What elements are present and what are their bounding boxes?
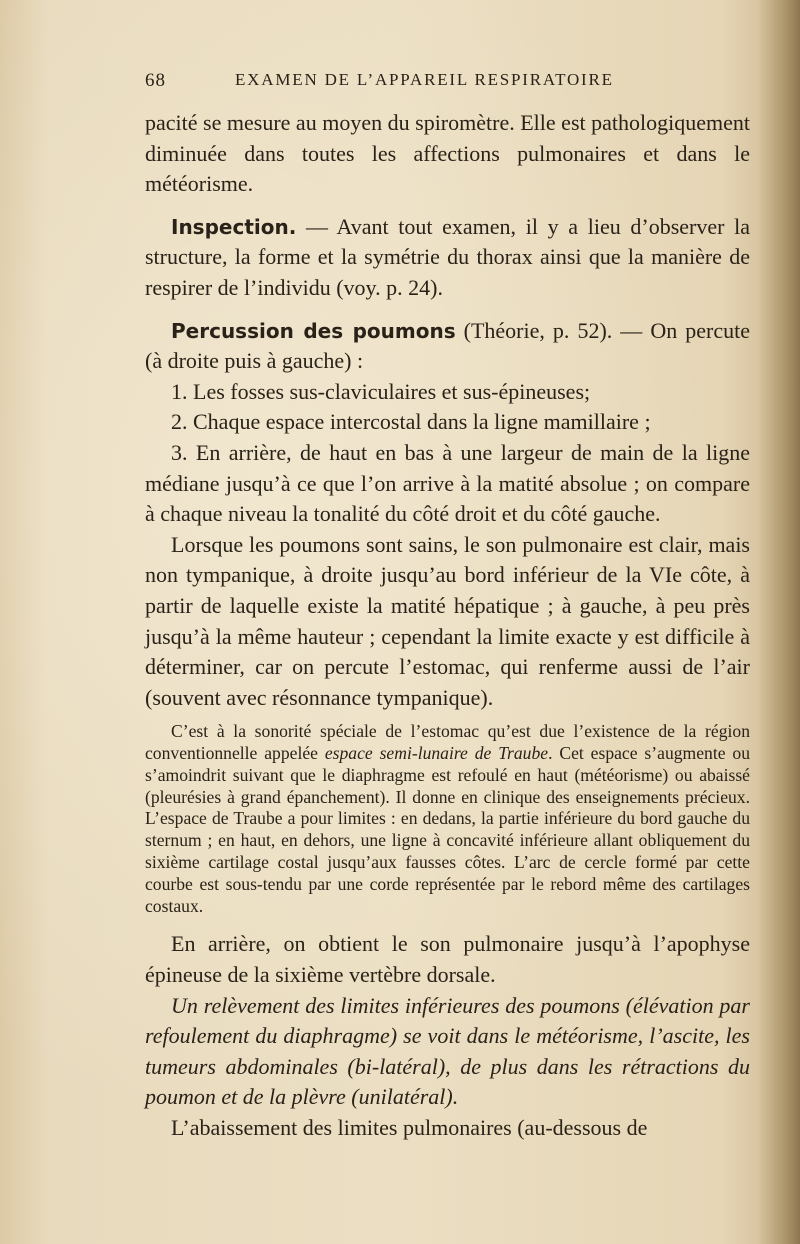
paragraph-spirometre: pacité se mesure au moyen du spiromètre. Elle est pathologiquement diminuée dans toutes les affections pulmonaires et dans le météorisme. [145,110,750,197]
page-body [145,108,750,1144]
list-item-1: 1. Les fosses sus-claviculaires et sus-épineuses; [171,378,591,404]
paragraph-abaissement: L’abaissement des limites pulmonaires (au-dessous de [171,1115,648,1141]
list-item-3: 3. En arrière, de haut en bas à une largeur de main de la ligne médiane jusqu’à ce que l’on arrive à la matité absolue ; on compare à chaque niveau la tonalité du côté droit et du côté gauche. [145,439,750,527]
percussion-text: (Théorie, p. 52). — On percute (à droite puis à gauche) : [145,317,750,374]
paragraph-poumons-sains: Lorsque les poumons sont sains, le son pulmonaire est clair, mais non tympanique, à droite jusqu’au bord inférieur de la VIe côte, à partir de laquelle existe la matité hépatique ; à gauche, à peu près jusqu’à la même hauteur ; cependant la limite exacte y est difficile à déterminer, car on percute l’estomac, qui renferme aussi de l’air (souvent avec résonnance tympanique). [145,531,750,710]
page-number: 68 [145,70,166,91]
paragraph-percussion [145,316,750,377]
inspection-heading: Inspection. [171,214,297,239]
paragraph-inspection [145,212,750,304]
page-binding-shadow [758,0,800,1244]
paragraph-relevement: Un relèvement des limites inférieures des poumons (élévation par refoulement du diaphragme) se voit dans le météorisme, l’ascite, les tumeurs abdominales (bi-latéral), de plus dans les rétractions du poumon et de la plèvre (unilatéral). [145,992,750,1110]
inspection-text: — Avant tout examen, il y a lieu d’observer la structure, la forme et la symétrie du thorax ainsi que la manière de respirer de l’individu (voy. p. 24). [145,213,750,300]
note-italic-term: espace semi-lunaire de Traube [324,743,549,764]
paragraph-en-arriere: En arrière, on obtient le son pulmonaire jusqu’à l’apophyse épineuse de la sixième vertèbre dorsale. [145,931,750,988]
note-text-a: C’est à la sonorité spéciale de l’estomac qu’est due l’existence de la région conventionnelle appelée [145,721,750,764]
list-item-2: 2. Chaque espace intercostal dans la ligne mamillaire ; [171,409,651,435]
percussion-heading: Percussion des poumons [171,318,456,343]
running-title: EXAMEN DE L’APPAREIL RESPIRATOIRE [235,70,614,89]
note-text-b: . Cet espace s’augmente ou s’amoindrit suivant que le diaphragme est refoulé en haut (météorisme) ou abaissé (pleurésies à grand épanchement). Il donne en clinique des enseignements précieux. L’espace de Traube a pour limites : en dedans, la partie inférieure du bord gauche du sternum ; en haut, en dehors, une ligne à concavité inférieure allant obliquement du sixième cartilage costal jusqu’aux fausses côtes. L’arc de cercle formé par cette courbe est sous-tendu par une corde représentée par le rebord même des cartilages costaux. [145,743,750,916]
note-espace-traube [145,721,750,917]
page-header [145,70,745,100]
